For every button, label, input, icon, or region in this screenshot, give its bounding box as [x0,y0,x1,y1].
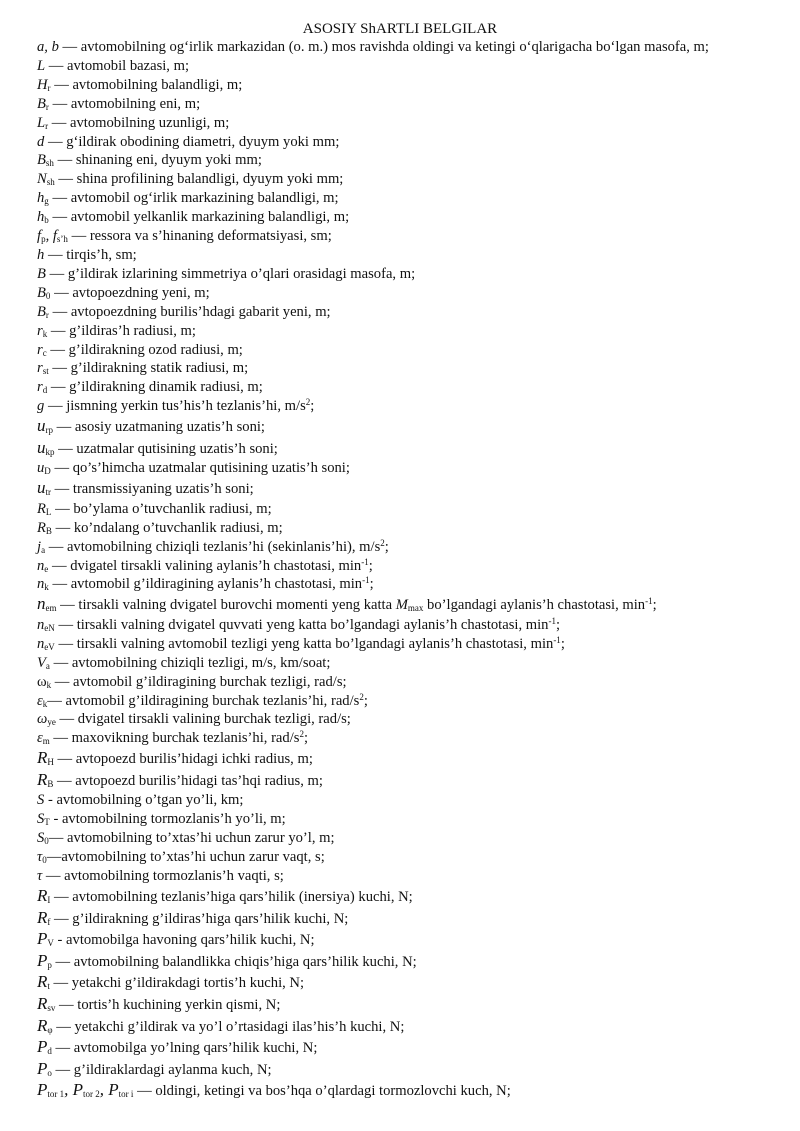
definition-row [37,303,794,322]
definition-text: — dvigatel tirsakli valining burchak tezligi, rad/s; [55,711,351,728]
definition-row [37,151,794,170]
definition-text: — avtomobilning og‘irlik markazidan (o. m.) mos ravishda oldingi va ketingi o‘qlarigacha bo‘lgan masofa, m; [58,39,709,55]
definition-row [37,76,794,95]
symbol: a, b [37,39,59,55]
symbol-subscript: B [47,778,54,789]
symbol: B [37,152,46,169]
definition-row [37,538,794,557]
symbol-subscript: eV [44,641,55,652]
definition-text: bo’lgandagi aylanis’h chastotasi, min [423,597,646,614]
symbol: n [37,594,46,614]
definition-text: — bo’ylama o’tuvchanlik radiusi, m; [51,500,272,517]
symbol-subscript: sv [47,1002,56,1013]
definition-row [37,908,794,930]
definition-row [37,692,794,711]
symbol: B [37,303,46,320]
definition-row [37,729,794,748]
definition-text: — avtomobil yelkanlik markazining balandligi, m; [48,209,350,226]
symbol: r [37,341,43,358]
symbol-subscript: e [44,563,49,574]
definition-row [37,635,794,654]
symbol: ω [37,673,47,690]
symbol: R [37,907,48,927]
symbol-subscript: m [42,736,50,747]
symbol: τ [37,868,43,885]
definition-text: — tirqis’h, sm; [44,246,137,263]
definition-row [37,951,794,973]
definition-row [37,748,794,770]
definition-tail: ; [310,398,315,415]
definition-text: — avtopoezd burilis’hidagi tas’hqi radius, m; [53,772,323,789]
definition-text: —avtomobilning to’xtas’hi uchun zarur vaqt, s; [46,849,325,866]
symbol: r [37,322,43,339]
definition-row [37,575,794,594]
definition-text: — tirsakli valning dvigatel quvvati yeng katta bo’lgandagi aylanis’h chastotasi, min [54,616,549,633]
symbol: ε [37,692,43,709]
symbol: r [37,379,43,396]
symbol: S [37,792,45,809]
definition-row [37,594,794,616]
symbol: R [37,748,48,768]
symbol: h [37,246,45,263]
symbol: S [37,811,45,828]
definition-row [37,359,794,378]
symbol-list [37,38,794,1102]
definition-text: — g’ildirak izlarining simmetriya o’qlari orasidagi masofa, m; [45,265,416,282]
definition-row [37,189,794,208]
definition-text: — avtomobilning tormozlanis’h vaqti, s; [42,868,284,885]
definition-row [37,397,794,416]
symbol-subscript: d [42,385,48,396]
definition-text: — g’ildirakning ozod radiusi, m; [46,341,243,358]
symbol-subscript: 0 [45,290,51,301]
symbol: B [37,284,46,301]
definition-row [37,95,794,114]
definition-row [37,416,794,438]
definition-text: — avtomobil bazasi, m; [45,57,190,74]
definition-row [37,1059,794,1081]
definition-text: — avtomobilning balandlikka chiqis’higa qars’hilik kuchi, N; [51,953,417,970]
definition-text: — avtomobilning balandligi, m; [50,76,243,93]
symbol: , f [45,228,57,245]
definition-tail: ; [369,576,374,593]
inline-symbol-subscript: max [407,603,424,614]
symbol-subscript: r [45,101,49,112]
symbol: d [37,133,45,150]
definition-row [37,829,794,848]
definition-text: — ko’ndalang o’tuvchanlik radiusi, m; [51,519,283,536]
definition-row [37,227,794,246]
definition-tail: ; [368,557,373,574]
symbol-subscript: k [46,679,52,690]
definition-text: — avtomobilning tezlanis’higa qars’hilik (inersiya) kuchi, N; [50,889,413,905]
definition-text: — avtopoezdning yeni, m; [50,284,210,301]
definition-row [37,654,794,673]
symbol: ε [37,730,43,747]
definition-row [37,791,794,810]
symbol-subscript: d [47,1046,52,1057]
symbol: R [37,500,46,517]
definition-text: — maxovikning burchak tezlanis’hi, rad/s [49,730,300,747]
symbol: f [37,228,42,245]
unit-exponent: -1 [362,575,370,586]
definition-text: — shinaning eni, dyuym yoki mm; [53,152,262,169]
symbol: u [37,478,46,498]
definition-text: — avtomobil og‘irlik markazining balandligi, m; [48,190,339,207]
symbol: N [37,171,47,188]
definition-row [37,57,794,76]
definition-tail: ; [363,692,368,709]
inline-symbol: M [395,597,408,614]
symbol-subscript: T [44,817,50,828]
definition-row [37,459,794,478]
symbol: P [37,1080,48,1100]
definition-text: — asosiy uzatmaning uzatis’h soni; [53,419,265,436]
definition-row [37,616,794,635]
symbol: u [37,460,45,477]
definition-text: — ressora va s’hinaning deformatsiyasi, sm; [67,228,332,245]
symbol-subscript: I [47,895,51,905]
definition-text: — g’ildirakning statik radiusi, m; [48,360,249,377]
definition-row [37,322,794,341]
symbol-subscript: tor 1 [47,1089,65,1100]
definition-tail: ; [384,538,389,555]
symbol: n [37,635,45,652]
symbol: , P [64,1080,84,1100]
definition-tail: ; [560,635,565,652]
symbol-subscript: b [44,215,49,226]
definition-row [37,500,794,519]
symbol: L [37,114,46,131]
definition-row [37,265,794,284]
definition-text: — g’ildirakning g’ildiras’higa qars’hilik kuchi, N; [50,910,349,927]
definition-row [37,38,794,57]
symbol: R [37,769,48,789]
definition-tail: ; [555,616,561,633]
definition-row [37,810,794,829]
definition-text: — g‘ildirak obodining diametri, dyuym yoki mm; [44,133,340,150]
symbol: ω [37,711,48,728]
definition-row [37,519,794,538]
definition-row [37,994,794,1016]
symbol: R [37,972,48,992]
page-title: ASOSIY ShARTLI BELGILAR [302,21,498,37]
symbol-subscript: 0 [42,855,47,866]
symbol: , P [99,1080,119,1100]
definition-text: — oldingi, ketingi va bos’hqa o’qlardagi tormozlovchi kuch, N; [133,1083,511,1100]
definition-row [37,208,794,227]
symbol-subscript: p [47,959,52,970]
symbol-subscript: rp [45,425,53,436]
symbol: n [37,616,45,633]
definition-row [37,114,794,133]
definition-text: — tortis’h kuchining yerkin qismi, N; [55,996,281,1013]
symbol-subscript: H [47,757,54,768]
symbol: R [37,993,48,1013]
definition-row [37,438,794,460]
definition-row [37,848,794,867]
symbol-subscript: a [41,544,46,555]
definition-text: — qo’s’himcha uzatmalar qutisining uzatis’h soni; [50,460,350,477]
symbol-subscript: em [45,603,57,614]
symbol: B [37,95,46,112]
symbol: h [37,190,45,207]
symbol: R [37,1015,48,1035]
symbol-subscript: L [45,506,52,517]
definition-text: — avtopoezdning burilis’hdagi gabarit yeni, m; [48,303,331,320]
symbol-subscript: B [45,525,52,536]
unit-exponent: 2 [299,729,304,740]
symbol: B [37,265,46,282]
symbol: R [37,519,46,536]
definition-text: — tirsakli valning dvigatel burovchi momenti yeng katta [56,597,396,614]
definition-text: — yetakchi g’ildirakdagi tortis’h kuchi, N; [49,975,305,992]
unit-exponent: -1 [645,596,653,607]
unit-exponent: -1 [553,634,561,645]
symbol-subscript: φ [47,1024,53,1035]
definition-row [37,673,794,692]
unit-exponent: 2 [380,537,385,548]
symbol: P [37,950,48,970]
definition-text: — avtomobil g’ildiragining aylanis’h chastotasi, min [48,576,363,593]
symbol: τ [37,849,43,866]
definition-text: — avtomobilning to’xtas’hi uchun zarur yo’l, m; [48,830,335,847]
definition-text: — g’ildirakning dinamik radiusi, m; [47,379,263,396]
symbol-subscript: ye [47,717,56,728]
symbol-subscript: c [42,347,47,358]
definition-row [37,557,794,576]
symbol-subscript: f [47,916,51,927]
definition-row [37,1037,794,1059]
symbol-subscript: s’h [56,234,68,245]
symbol-subscript: tor i [118,1089,134,1100]
symbol-subscript: o [47,1067,52,1078]
symbol: P [37,1058,48,1078]
definition-tail: ; [652,597,657,614]
symbol-subscript: 0 [44,836,49,847]
symbol-subscript: k [42,328,48,339]
definition-row [37,929,794,951]
symbol-subscript: p [41,234,46,245]
unit-exponent: -1 [361,556,369,567]
unit-exponent: 2 [359,691,364,702]
symbol: n [37,557,45,574]
definition-text: — avtomobilning chiziqli tezlanis’hi (sekinlanis’hi), m/s [45,538,381,555]
definition-text: - avtomobilning o’tgan yo’li, km; [44,792,244,809]
symbol: H [37,76,48,93]
definition-text: — uzatmalar qutisining uzatis’h soni; [54,440,278,457]
symbol: P [37,929,48,949]
definition-text: — avtomobil g’ildiragining burchak tezlanis’hi, rad/s [47,692,360,709]
definition-text: — shina profilining balandligi, dyuym yoki mm; [54,171,344,188]
symbol-subscript: D [44,466,51,477]
definition-row [37,867,794,886]
symbol-subscript: kp [45,446,55,457]
definition-text: — avtomobilning uzunligi, m; [48,114,230,131]
definition-row [37,341,794,360]
unit-exponent: -1 [548,615,556,626]
symbol: r [37,360,43,377]
symbol-subscript: k [44,582,49,593]
symbol: V [37,654,46,671]
definition-text: - avtomobilga havoning qars’hilik kuchi, N; [53,932,315,949]
symbol: u [37,416,46,436]
definition-row [37,710,794,729]
symbol: L [37,57,46,74]
unit-exponent: 2 [305,397,311,408]
symbol-subscript: g [44,196,49,207]
definition-tail: ; [303,730,308,747]
definition-row [37,170,794,189]
definition-text: — g’ildiras’h radiusi, m; [47,322,196,339]
symbol: S [37,830,45,847]
symbol: u [37,437,46,457]
symbol-subscript: st [42,366,49,377]
symbol-subscript: r [45,309,49,320]
symbol: R [37,886,48,905]
definition-text: — avtomobilga yo’lning qars’hilik kuchi, N; [51,1040,318,1057]
definition-text: — g’ildiraklardagi aylanma kuch, N; [51,1061,272,1078]
definition-text: — avtomobil g’ildiragining burchak tezligi, rad/s; [51,673,347,690]
definition-row [37,246,794,265]
symbol: h [37,209,45,226]
symbol-subscript: V [47,938,54,949]
symbol-subscript: tr [45,487,51,498]
definition-row [37,886,794,908]
symbol: g [37,398,45,415]
definition-text: - avtomobilning tormozlanis’h yo’li, m; [49,811,286,828]
definition-text: — dvigatel tirsakli valining aylanis’h chastotasi, min [48,557,362,574]
definition-text: — avtopoezd burilis’hidagi ichki radius, m; [53,751,313,768]
symbol-subscript: a [45,660,50,671]
definition-row [37,972,794,994]
symbol-subscript: sh [45,158,54,169]
symbol-subscript: k [42,698,48,709]
symbol-subscript: r [45,120,49,131]
symbol: j [37,538,42,555]
definition-row [37,770,794,792]
symbol-subscript: r [47,82,51,93]
definition-text: — avtomobilning chiziqli tezligi, m/s, km/soat; [49,654,331,671]
definition-text: — jismning yerkin tus’his’h tezlanis’hi, m/s [44,398,306,415]
symbol: n [37,576,45,593]
definition-text: — transmissiyaning uzatis’h soni; [51,481,254,498]
definition-row [37,284,794,303]
definition-row [37,1080,794,1102]
definition-text: — avtomobilning eni, m; [48,95,201,112]
symbol: P [37,1037,48,1057]
definition-row [37,133,794,152]
definition-row [37,478,794,500]
symbol-subscript: eN [44,622,55,633]
definition-text: — yetakchi g’ildirak va yo’l o’rtasidagi ilas’his’h kuchi, N; [52,1018,405,1035]
definition-row [37,1016,794,1038]
definition-row [37,378,794,397]
symbol-subscript: sh [46,177,55,188]
symbol-subscript: t [47,981,50,992]
symbol-subscript: tor 2 [83,1089,100,1100]
definition-text: — tirsakli valning avtomobil tezligi yeng katta bo’lgandagi aylanis’h chastotasi, min [54,635,554,652]
